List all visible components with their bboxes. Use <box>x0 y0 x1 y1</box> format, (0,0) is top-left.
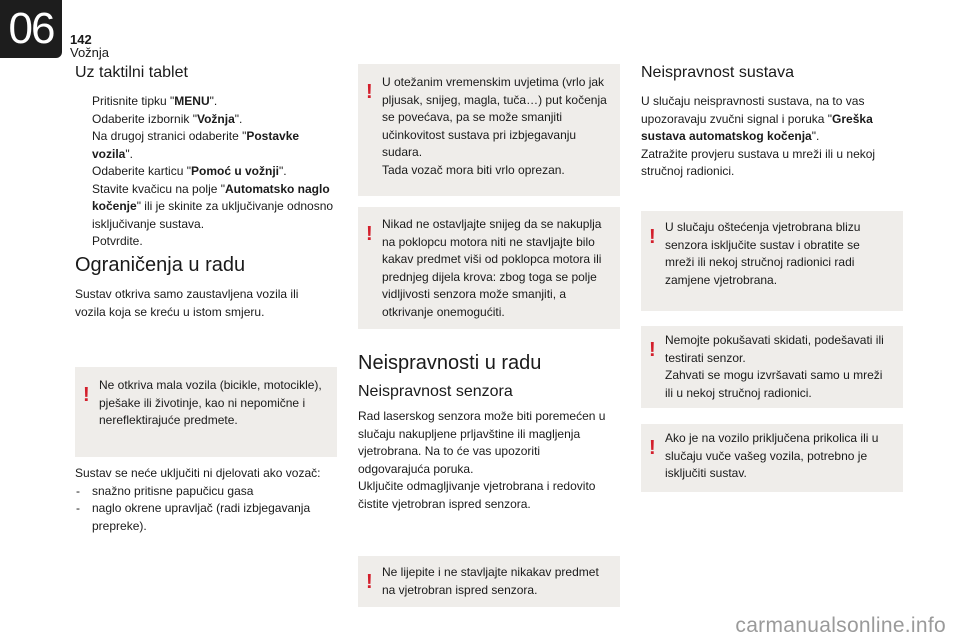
section-name: Vožnja <box>70 45 110 60</box>
warning-text: U otežanim vremenskim uvjetima (vrlo jak pljusak, snijeg, magla, tuča…) put kočenja se povećava, pa se može smanjiti učinkovitost sustava pri izbjegavanju sudara. <box>382 75 607 159</box>
not-active-list <box>75 483 337 536</box>
column-left <box>75 64 337 251</box>
warning-text: U slučaju oštećenja vjetrobrana blizu senzora isključite sustav i obratite se mreži ili nekoj stručnoj radionici radi zamjene vjetrobrana. <box>665 220 861 287</box>
warning-icon: ! <box>649 437 656 459</box>
page-number: 142 <box>70 32 92 47</box>
limits-heading: Ograničenja u radu <box>75 254 246 276</box>
faults-heading: Neispravnosti u radu <box>358 352 542 374</box>
warning-text: Tada vozač mora biti vrlo oprezan. <box>382 162 565 177</box>
warning-box-snow <box>358 207 620 329</box>
system-text: U slučaju neispravnosti sustava, na to vas upozoravaju zvučni signal i poruka "Greška sustava automatskog kočenja". <box>641 94 873 143</box>
sensor-text-2: Uključite odmagljivanje vjetrobrana i redovito čistite vjetrobran ispred senzora. <box>358 479 596 511</box>
limits-text: Sustav otkriva samo zaustavljena vozila ili vozila koja se kreću u istom smjeru. <box>75 287 299 319</box>
system-text-2: Zatražite provjeru sustava u mreži ili u nekoj stručnoj radionici. <box>641 146 876 178</box>
warning-icon: ! <box>649 339 656 361</box>
not-active-text: Sustav se neće uključiti ni djelovati ako vozač: <box>75 466 321 480</box>
step-item: Pritisnite tipku "MENU". <box>92 94 218 108</box>
step-item: Na drugoj stranici odaberite "Postavke vozila". <box>92 129 300 161</box>
sensor-text-1: Rad laserskog senzora može biti poremećen u slučaju nakupljene prljavštine ili magljenja vjetrobrana. Na to će vas upozoriti odgovarajuća poruka. <box>358 409 606 476</box>
warning-text: Zahvati se mogu izvršavati samo u mreži ili u nekoj stručnoj radionici. <box>665 368 883 400</box>
warning-box-weather <box>358 64 620 196</box>
tablet-heading: Uz taktilni tablet <box>75 64 188 81</box>
step-item: Stavite kvačicu na polje "Automatsko naglo kočenje" ili je skinite za uključivanje odnosno isključivanje sustava. <box>92 181 334 231</box>
list-item: - naglo okrene upravljač (radi izbjegavanja prepreke). <box>76 501 311 533</box>
warning-icon: ! <box>83 384 90 406</box>
warning-box-trailer <box>641 424 903 492</box>
list-item: - snažno pritisne papučicu gasa <box>76 483 254 498</box>
warning-box-dismantle <box>641 326 903 408</box>
chapter-tab: 06 <box>0 0 62 58</box>
warning-box-sticker <box>358 556 620 607</box>
warning-icon: ! <box>366 81 373 103</box>
warning-text: Ako je na vozilo priključena prikolica ili u slučaju vuče vašeg vozila, potrebno je isključiti sustav. <box>665 431 879 480</box>
warning-text: Nemojte pokušavati skidati, podešavati ili testirati senzor. <box>665 333 884 365</box>
step-item: Potvrdite. <box>92 234 143 248</box>
column-right <box>641 64 903 181</box>
system-heading: Neispravnost sustava <box>641 64 794 81</box>
warning-icon: ! <box>366 223 373 245</box>
warning-text: Nikad ne ostavljajte snijeg da se nakuplja na poklopcu motora niti ne stavljajte bilo kakav predmet viši od poklopca motora ili prednjeg dijela krova: zbog toga se polje vidljivosti senzora može smanjiti, a otkrivanje onemogućiti. <box>382 217 602 319</box>
not-active-block <box>75 465 337 535</box>
warning-text: Ne lijepite i ne stavljajte nikakav predmet na vjetrobran ispred senzora. <box>382 565 599 597</box>
warning-icon: ! <box>649 226 656 248</box>
warning-box-vehicles <box>75 367 337 457</box>
warning-icon: ! <box>366 571 373 593</box>
tablet-steps <box>75 93 337 251</box>
sensor-heading: Neispravnost senzora <box>358 383 513 400</box>
warning-box-windscreen <box>641 211 903 311</box>
step-item: Odaberite karticu "Pomoć u vožnji". <box>92 164 287 178</box>
sensor-text <box>358 408 613 513</box>
warning-text: Ne otkriva mala vozila (bicikle, motocikle), pješake ili životinje, kao ni nepomične i nereflektirajuće predmete. <box>99 378 322 427</box>
watermark: carmanualsonline.info <box>735 614 946 637</box>
step-item: Odaberite izbornik "Vožnja". <box>92 111 243 126</box>
